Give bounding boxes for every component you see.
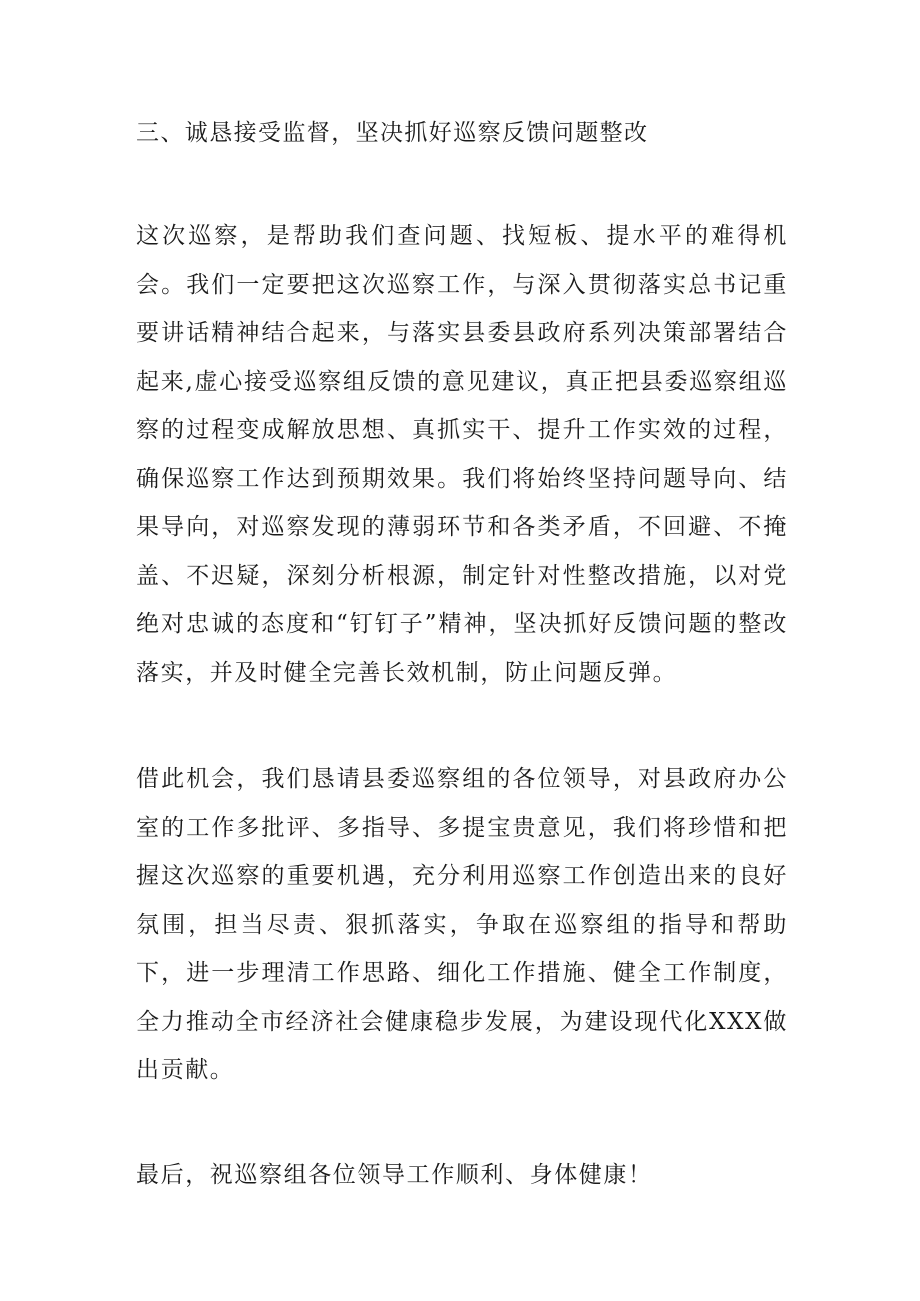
paragraph-request-guidance: 借此机会，我们恳请县委巡察组的各位领导，对县政府办公室的工作多批评、多指导、多提宝贵意见，我们将珍惜和把握这次巡察的重要机遇，充分利用巡察工作创造出来的良好氛围，担当尽责、狠抓落实，争取在巡察组的指导和帮助下，进一步理清工作思路、细化工作措施、健全工作制度，全力推动全市经济社会健康稳步发展，为建设现代化XXX做出贡献。 (136, 766, 788, 1083)
paragraph-closing-wishes: 最后，祝巡察组各位领导工作顺利、身体健康！ (136, 1161, 653, 1188)
document-body (136, 110, 788, 1199)
paragraph-inspection-rectification: 这次巡察，是帮助我们查问题、找短板、提水平的难得机会。我们一定要把这次巡察工作，与深入贯彻落实总书记重要讲话精神结合起来，与落实县委县政府系列决策部署结合起来,虚心接受巡察组反馈的意见建议，真正把县委巡察组巡察的过程变成解放思想、真抓实干、提升工作实效的过程，确保巡察工作达到预期效果。我们将始终坚持问题导向、结果导向，对巡察发现的薄弱环节和各类矛盾，不回避、不掩盖、不迟疑，深刻分析根源，制定针对性整改措施，以对党绝对忠诚的态度和“钉钉子”精神，坚决抓好反馈问题的整改落实，并及时健全完善长效机制，防止问题反弹。 (136, 223, 788, 686)
section-heading: 三、诚恳接受监督，坚决抓好巡察反馈问题整改 (136, 120, 649, 146)
